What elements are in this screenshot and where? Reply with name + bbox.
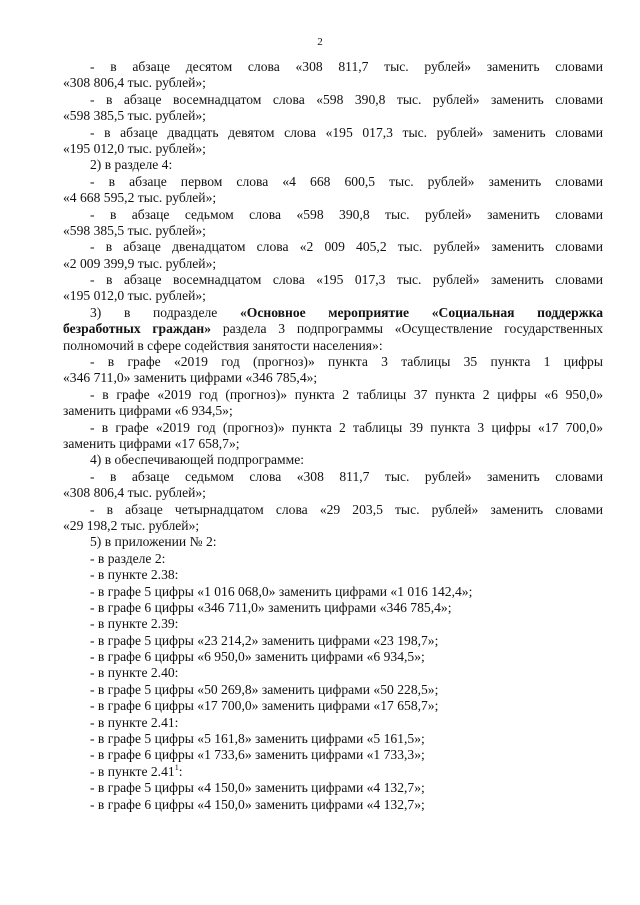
text-line: - в абзаце седьмом слова «308 811,7 тыс. рублей» заменить словами [90,468,603,484]
text-line: «346 711,0» заменить цифрами «346 785,4»; [63,370,318,386]
text-line: - в абзаце десятом слова «308 811,7 тыс. рублей» заменить словами [90,59,603,74]
superscript: 1 [174,762,179,772]
text-line: заменить цифрами «17 658,7»; [63,435,240,451]
page-number: 2 [317,36,323,48]
text-line: «195 012,0 тыс. рублей»; [63,288,206,304]
text-span: 3) в подразделе [90,304,240,320]
text-line: «29 198,2 тыс. рублей»; [63,517,200,533]
amendments-block-1 [63,59,603,305]
text-line: - в графе 6 цифры «346 711,0» заменить цифрами «346 785,4»; [90,599,452,615]
bold-title: «Основное мероприятие «Социальная поддержка [239,304,603,320]
text-line [63,305,603,321]
text-line: 5) в приложении № 2: [90,534,217,550]
text-line: - в графе 5 цифры «1 016 068,0» заменить цифрами «1 016 142,4»; [90,583,473,599]
text-line: - в абзаце двенадцатом слова «2 009 405,2 тыс. рублей» заменить словами [90,239,603,255]
text-line: - в графе 6 цифры «6 950,0» заменить цифрами «6 934,5»; [90,649,425,665]
text-line: 4) в обеспечивающей подпрограмме: [90,452,305,468]
text-line [63,764,603,780]
text-line: - в абзаце седьмом слова «598 390,8 тыс. рублей» заменить словами [90,206,603,222]
text-line: - в графе 5 цифры «23 214,2» заменить цифрами «23 198,7»; [90,632,439,648]
text-line: - в абзаце восемнадцатом слова «598 390,8 тыс. рублей» заменить словами [90,91,603,107]
text-line: - в графе 6 цифры «17 700,0» заменить цифрами «17 658,7»; [90,698,439,714]
text-line: - в графе «2019 год (прогноз)» пункта 3 таблицы 35 пункта 1 цифры [90,354,603,370]
text-line: - в абзаце восемнадцатом слова «195 017,3 тыс. рублей» заменить словами [90,272,603,288]
text-line: - в абзаце двадцать девятом слова «195 017,3 тыс. рублей» заменить словами [90,124,603,140]
text-span: - в пункте 2.41 [90,763,175,779]
text-line: «308 806,4 тыс. рублей»; [63,75,206,91]
text-line: - в графе «2019 год (прогноз)» пункта 2 таблицы 37 пункта 2 цифры «6 950,0» [90,386,603,402]
text-line: - в графе «2019 год (прогноз)» пункта 2 таблицы 39 пункта 3 цифры «17 700,0» [90,419,603,435]
text-line: - в графе 5 цифры «4 150,0» заменить цифрами «4 132,7»; [90,780,425,796]
text-line [63,321,603,337]
text-span: : [178,763,183,779]
text-line: 2) в разделе 4: [90,157,173,173]
text-line: полномочий в сфере содействия занятости населения»: [63,337,383,353]
text-line: «195 012,0 тыс. рублей»; [63,140,206,156]
text-line: - в абзаце четырнадцатом слова «29 203,5 тыс. рублей» заменить словами [90,501,603,517]
text-span: раздела 3 подпрограммы «Осуществление государственных [211,321,604,337]
amendments-block-3 [63,780,603,813]
text-line: «598 385,5 тыс. рублей»; [63,222,206,238]
text-line: - в пункте 2.38: [90,567,179,583]
text-line: «308 806,4 тыс. рублей»; [63,485,206,501]
text-line: заменить цифрами «6 934,5»; [63,403,233,419]
text-line: - в графе 6 цифры «1 733,6» заменить цифрами «1 733,3»; [90,747,425,763]
document-body [63,59,603,813]
amendments-block-2 [63,354,603,764]
text-line: «4 668 595,2 тыс. рублей»; [63,190,217,206]
bold-title: безработных граждан» [63,321,212,337]
text-line: - в пункте 2.39: [90,616,179,632]
text-line: «2 009 399,9 тыс. рублей»; [63,255,217,271]
text-line: - в пункте 2.41: [90,714,179,730]
text-line: - в разделе 2: [90,550,166,566]
text-line: «598 385,5 тыс. рублей»; [63,108,206,124]
text-line: - в графе 5 цифры «50 269,8» заменить цифрами «50 228,5»; [90,681,439,697]
text-line: - в пункте 2.40: [90,665,179,681]
text-line: - в абзаце первом слова «4 668 600,5 тыс. рублей» заменить словами [90,173,603,189]
text-line: - в графе 6 цифры «4 150,0» заменить цифрами «4 132,7»; [90,796,425,812]
paragraph-3 [63,305,603,354]
text-line: - в графе 5 цифры «5 161,8» заменить цифрами «5 161,5»; [90,731,425,747]
